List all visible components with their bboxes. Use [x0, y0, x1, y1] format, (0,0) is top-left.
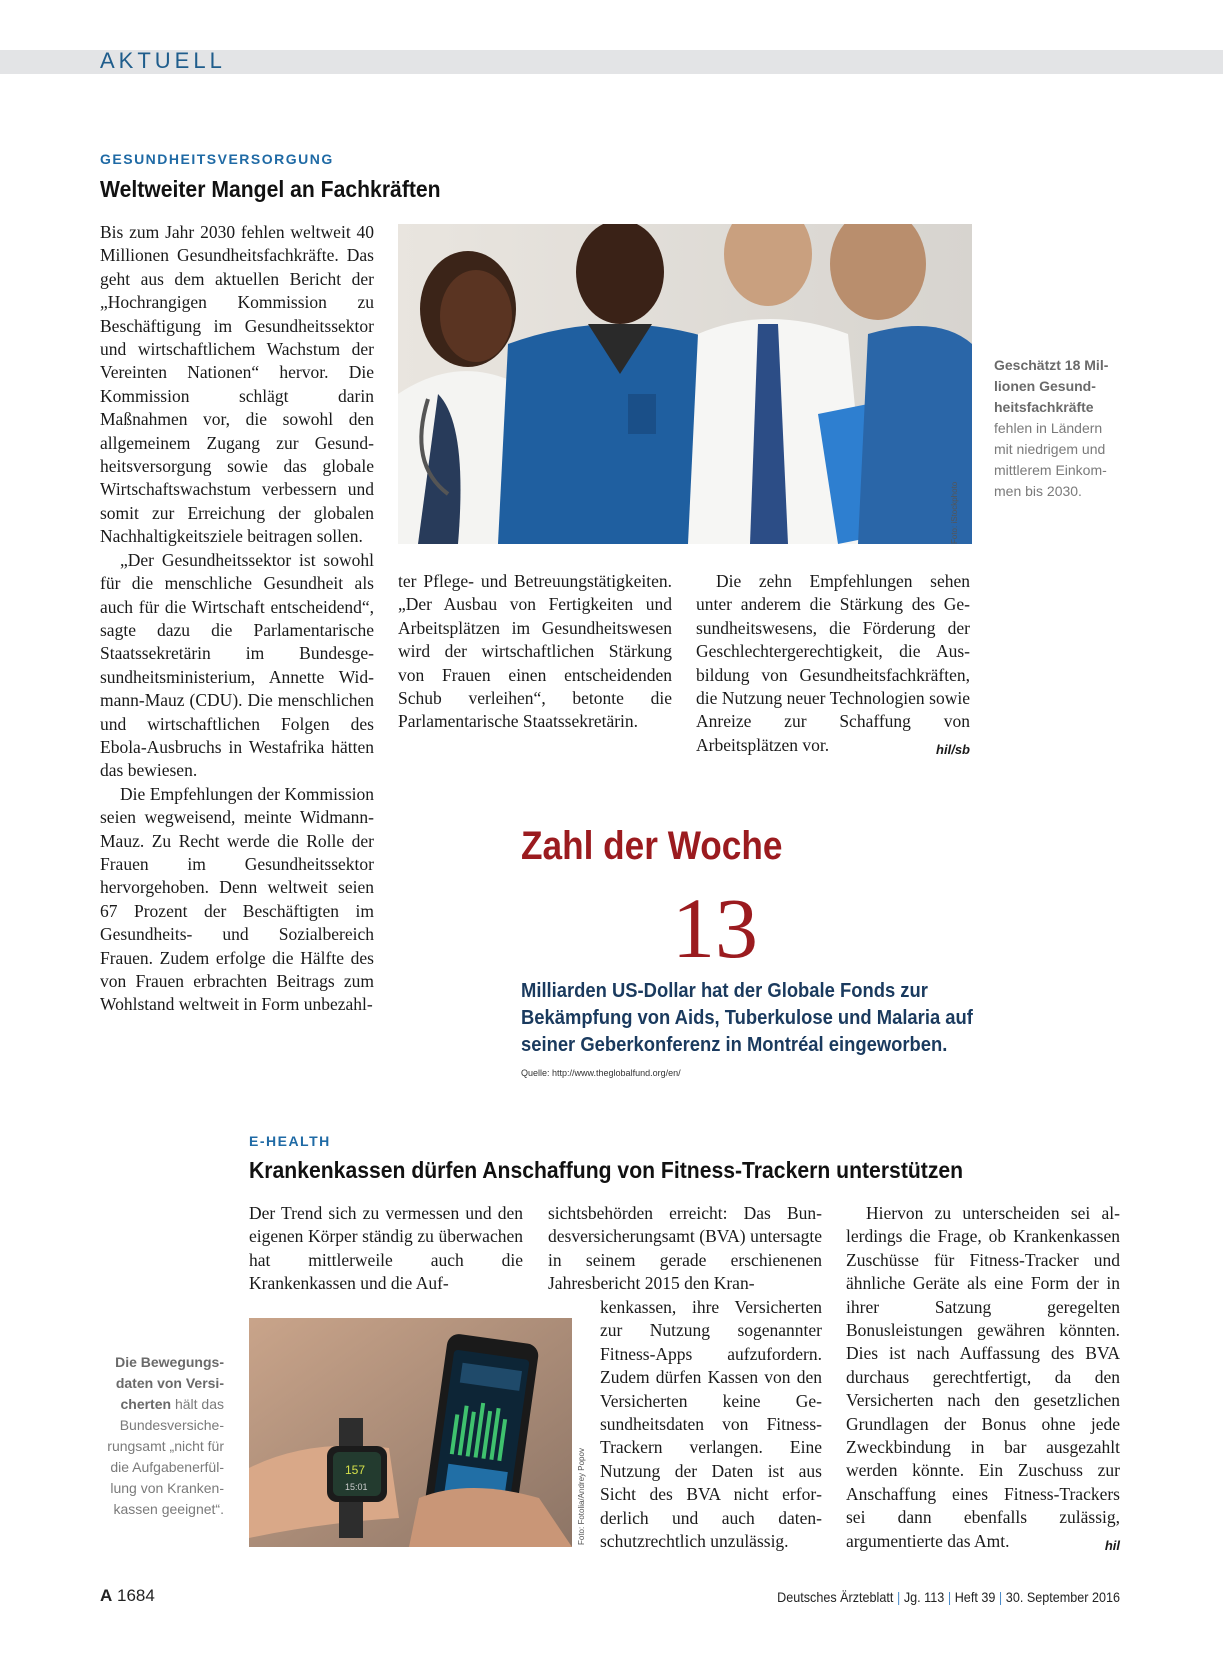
zahl-der-woche-number: 13	[672, 880, 758, 976]
page-number-value: 1684	[117, 1586, 155, 1605]
article2-column-2b	[600, 1296, 822, 1553]
article1-headline: Weltweiter Mangel an Fachkräften	[100, 176, 441, 202]
watch-time: 15:01	[345, 1482, 368, 1492]
signature: hil	[1104, 1537, 1120, 1553]
caption-bold: Geschätzt 18 Millionen Gesundheitsfachkräfte	[994, 357, 1109, 415]
article2-kicker: E-HEALTH	[249, 1133, 331, 1149]
paragraph: ter Pflege- und Betreuungstätigkeiten. „Der Ausbau von Fertigkeiten und Arbeitsplätzen im Gesundheitswesen wird der wirtschaftlichen Stärkung von Frauen einen entscheidenden Schub verleihen“, betonte die Parlamentarische Staatssekretärin.	[398, 571, 672, 732]
article1-caption	[994, 355, 1124, 502]
paragraph-text: Hiervon zu unterscheiden sei allerdings die Frage, ob Krankenkassen Zuschüsse für Fitness-Tracker und ähnliche Geräte als eine Form der in ihrer Satzung geregelten Bonusleistungen gewähren könnten. Dies ist nach Auffassung des BVA durchaus gerechtfertigt, da den Versicherten nach den gesetzlichen Grundlagen der Bonus ohne jede Zweckbindung in bar ausgezahlt werden könnte. Ein Zuschuss zur Anschaffung eines Fitness-Trackers sei dann ebenfalls zulässig, argumentierte das Amt.	[846, 1203, 1120, 1551]
paragraph-text: Die zehn Empfehlungen sehen unter anderem die Stärkung des Gesundheitswesens, die Förderung der Geschlechtergerechtigkeit, die Ausbildung von Gesundheitsfachkräften, die Nutzung neuer Technologien sowie Anreize zur Schaffung von Arbeitsplätzen vor.	[696, 571, 970, 755]
article2-column-2a	[548, 1202, 822, 1296]
page-number	[100, 1586, 155, 1606]
watch-value: 157	[345, 1463, 366, 1477]
paragraph: Bis zum Jahr 2030 fehlen weltweit 40 Millionen Gesundheitsfachkräfte. Das geht aus dem aktuellen Bericht der „Hochrangigen Kommission zu Beschäftigung im Gesundheitssektor und wirtschaftlichem Wachstum der Vereinten Nationen“ hervor. Die Kommission schlägt darin Maßnahmen vor, die sowohl den allgemeinem Zugang zur Gesundheitsversorgung sowie das globale Wirtschaftswachstum verbessern und somit zur Erreichung der globalen Nachhaltigkeitsziele beitragen sollen.	[100, 222, 374, 547]
journal-info: Deutsches Ärzteblatt | Jg. 113 | Heft 39 | 30. September 2016	[777, 1589, 1120, 1605]
zahl-der-woche-text: Milliarden US-Dollar hat der Globale Fonds zur Bekämpfung von Aids, Tuberkulose und Malaria auf seiner Geberkonferenz in Montréal eingeworben.	[521, 980, 973, 1056]
fitness-tracker-illustration	[249, 1318, 572, 1547]
section-label: AKTUELL	[100, 48, 226, 73]
fitness-tracker-photo	[249, 1318, 572, 1547]
photo-credit: Foto: iStockphoto	[950, 481, 959, 544]
article1-column-1	[100, 221, 374, 1017]
health-workers-photo	[398, 224, 972, 544]
paragraph: „Der Gesundheitssektor ist sowohl für die menschliche Gesundheit als auch für die Wirtschaft entscheidend“, sagte dazu die Parlamentarische Staatssekretärin im Bundesgesundheitsministerium, Annette Widmann-Mauz (CDU). Die menschlichen und wirtschaftlichen Folgen des Ebola-Ausbruchs in Westafrika hätten das bewiesen.	[100, 549, 374, 781]
paragraph	[696, 570, 970, 757]
article2-column-3	[846, 1202, 1120, 1557]
page-prefix: A	[100, 1586, 113, 1605]
paragraph: kenkassen, ihre Versicherten zur Nutzung sogenannter Fitness-Apps aufzufordern. Zudem dürfen Kassen von den Versicherten keine Gesundheitsdaten von Fitness-Trackern verlangen. Eine Nutzung der Daten ist aus Sicht des BVA nicht erforderlich und auch datenschutzrechtlich unzulässig.	[600, 1297, 822, 1552]
paragraph	[846, 1202, 1120, 1553]
article2-caption	[100, 1352, 224, 1520]
article1-column-3	[696, 570, 970, 761]
paragraph: Der Trend sich zu vermessen und den eigenen Körper ständig zu überwachen hat mittlerweile auch die Krankenkassen und die Auf-	[249, 1203, 523, 1294]
zahl-der-woche-title: Zahl der Woche	[521, 824, 783, 868]
journal-volume: Jg. 113	[903, 1589, 945, 1605]
caption-text: fehlen in Ländern mit niedrigem und mittlerem Einkommen bis 2030.	[994, 420, 1107, 499]
journal-issue: Heft 39	[954, 1589, 996, 1605]
caption-bold: Die Bewegungsdaten von Versicherten	[115, 1354, 224, 1412]
paragraph: sichtsbehörden erreicht: Das Bundesversicherungsamt (BVA) untersagte in seinem gerade erschienenen Jahresbericht 2015 den Kran-	[548, 1203, 822, 1294]
article2-column-1	[249, 1202, 523, 1296]
article2-headline: Krankenkassen dürfen Anschaffung von Fitness-Trackern unterstützen	[249, 1157, 964, 1183]
journal-date: 30. September 2016	[1005, 1589, 1120, 1605]
journal-name: Deutsches Ärzteblatt	[777, 1589, 894, 1605]
zahl-der-woche-source: Quelle: http://www.theglobalfund.org/en/	[521, 1068, 681, 1078]
article1-column-2	[398, 570, 672, 734]
signature: hil/sb	[936, 741, 970, 757]
photo-credit: Foto: Fotolia/Andrey Popov	[577, 1448, 586, 1545]
paragraph: Die Empfehlungen der Kommission seien wegweisend, meinte Widmann-Mauz. Zu Recht werde die Rolle der Frauen im Gesundheitssektor hervorgehoben. Denn weltweit seien 67 Prozent der Beschäftigten im Gesundheits- und Sozialbereich Frauen. Zudem erfolge die Hälfte des von Frauen erbrachten Beitrags zum Wohlstand weltweit in Form unbezahl-	[100, 783, 374, 1015]
caption-text: hält das Bundesversicherungsamt „nicht für die Aufgabenerfüllung von Krankenkassen geeignet“.	[107, 1396, 224, 1517]
health-workers-illustration	[398, 224, 972, 544]
article1-kicker: GESUNDHEITSVERSORGUNG	[100, 151, 334, 167]
